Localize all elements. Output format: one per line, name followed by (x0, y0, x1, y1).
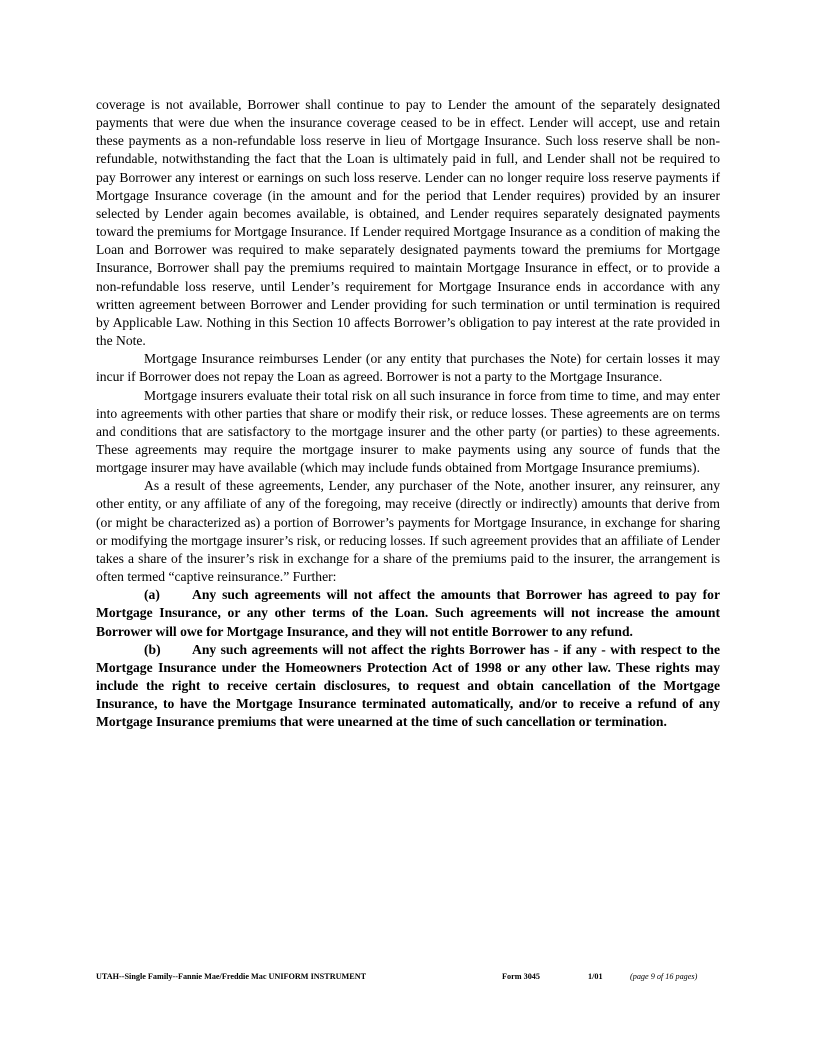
document-body (96, 96, 720, 731)
item-label-b: (b) (144, 641, 161, 657)
paragraph-result-of-agreements: As a result of these agreements, Lender, any purchaser of the Note, another insurer, any reinsurer, any other entity, or any affiliate of any of the foregoing, may receive (directly or indirectly) amounts that derive from (or might be characterized as) a portion of Borrower’s payments for Mortgage Insurance, in exchange for sharing or modifying the mortgage insurer’s risk, or reducing losses. If such agreement provides that an affiliate of Lender takes a share of the insurer’s risk in exchange for a share of the premiums paid to the insurer, the arrangement is often termed “captive reinsurance.” Further: (96, 478, 720, 585)
item-label-a: (a) (144, 587, 160, 603)
page-footer (96, 972, 720, 986)
paragraph-continuation: coverage is not available, Borrower shall continue to pay to Lender the amount of the separately designated payments that were due when the insurance coverage ceased to be in effect. Lender will accept, use and retain these payments as a non-refundable loss reserve in lieu of Mortgage Insurance. Such loss reserve shall be non-refundable, notwithstanding the fact that the Loan is ultimately paid in full, and Lender shall not be required to pay Borrower any interest or earnings on such loss reserve. Lender can no longer require loss reserve payments if Mortgage Insurance coverage (in the amount and for the period that Lender requires) provided by an insurer selected by Lender again becomes available, is obtained, and Lender requires separately designated payments toward the premiums for Mortgage Insurance. If Lender required Mortgage Insurance as a condition of making the Loan and Borrower was required to make separately designated payments toward the premiums for Mortgage Insurance, Borrower shall pay the premiums required to maintain Mortgage Insurance in effect, or to provide a non-refundable loss reserve, until Lender’s requirement for Mortgage Insurance ends in accordance with any written agreement between Borrower and Lender providing for such termination or until termination is required by Applicable Law. Nothing in this Section 10 affects Borrower’s obligation to pay interest at the rate provided in the Note. (96, 97, 720, 349)
bold-item-a (96, 586, 720, 640)
paragraph-mortgage-insurance-reimburses: Mortgage Insurance reimburses Lender (or any entity that purchases the Note) for certain losses it may incur if Borrower does not repay the Loan as agreed. Borrower is not a party to the Mortgage Insurance. (96, 351, 720, 385)
footer-page-number: (page 9 of 16 pages) (630, 972, 698, 981)
paragraph-mortgage-insurers-evaluate: Mortgage insurers evaluate their total risk on all such insurance in force from time to time, and may enter into agreements with other parties that share or modify their risk, or reduce losses. These agreements are on terms and conditions that are satisfactory to the mortgage insurer and the other party (or parties) to these agreements. These agreements may require the mortgage insurer to make payments using any source of funds that the mortgage insurer may have available (which may include funds obtained from Mortgage Insurance premiums). (96, 387, 720, 476)
footer-instrument-title: UTAH--Single Family--Fannie Mae/Freddie Mac UNIFORM INSTRUMENT (96, 972, 367, 981)
footer-form-date: 1/01 (588, 972, 603, 981)
bold-item-b (96, 641, 720, 732)
item-text-a: Any such agreements will not affect the amounts that Borrower has agreed to pay for Mortgage Insurance, or any other terms of the Loan. Such agreements will not increase the amount Borrower will owe for Mortgage Insurance, and they will not entitle Borrower to any refund. (96, 587, 720, 639)
item-text-b: Any such agreements will not affect the rights Borrower has - if any - with respect to the Mortgage Insurance under the Homeowners Protection Act of 1998 or any other law. These rights may include the right to receive certain disclosures, to request and obtain cancellation of the Mortgage Insurance, to have the Mortgage Insurance terminated automatically, and/or to receive a refund of any Mortgage Insurance premiums that were unearned at the time of such cancellation or termination. (96, 641, 720, 730)
footer-form-number: Form 3045 (502, 972, 540, 981)
